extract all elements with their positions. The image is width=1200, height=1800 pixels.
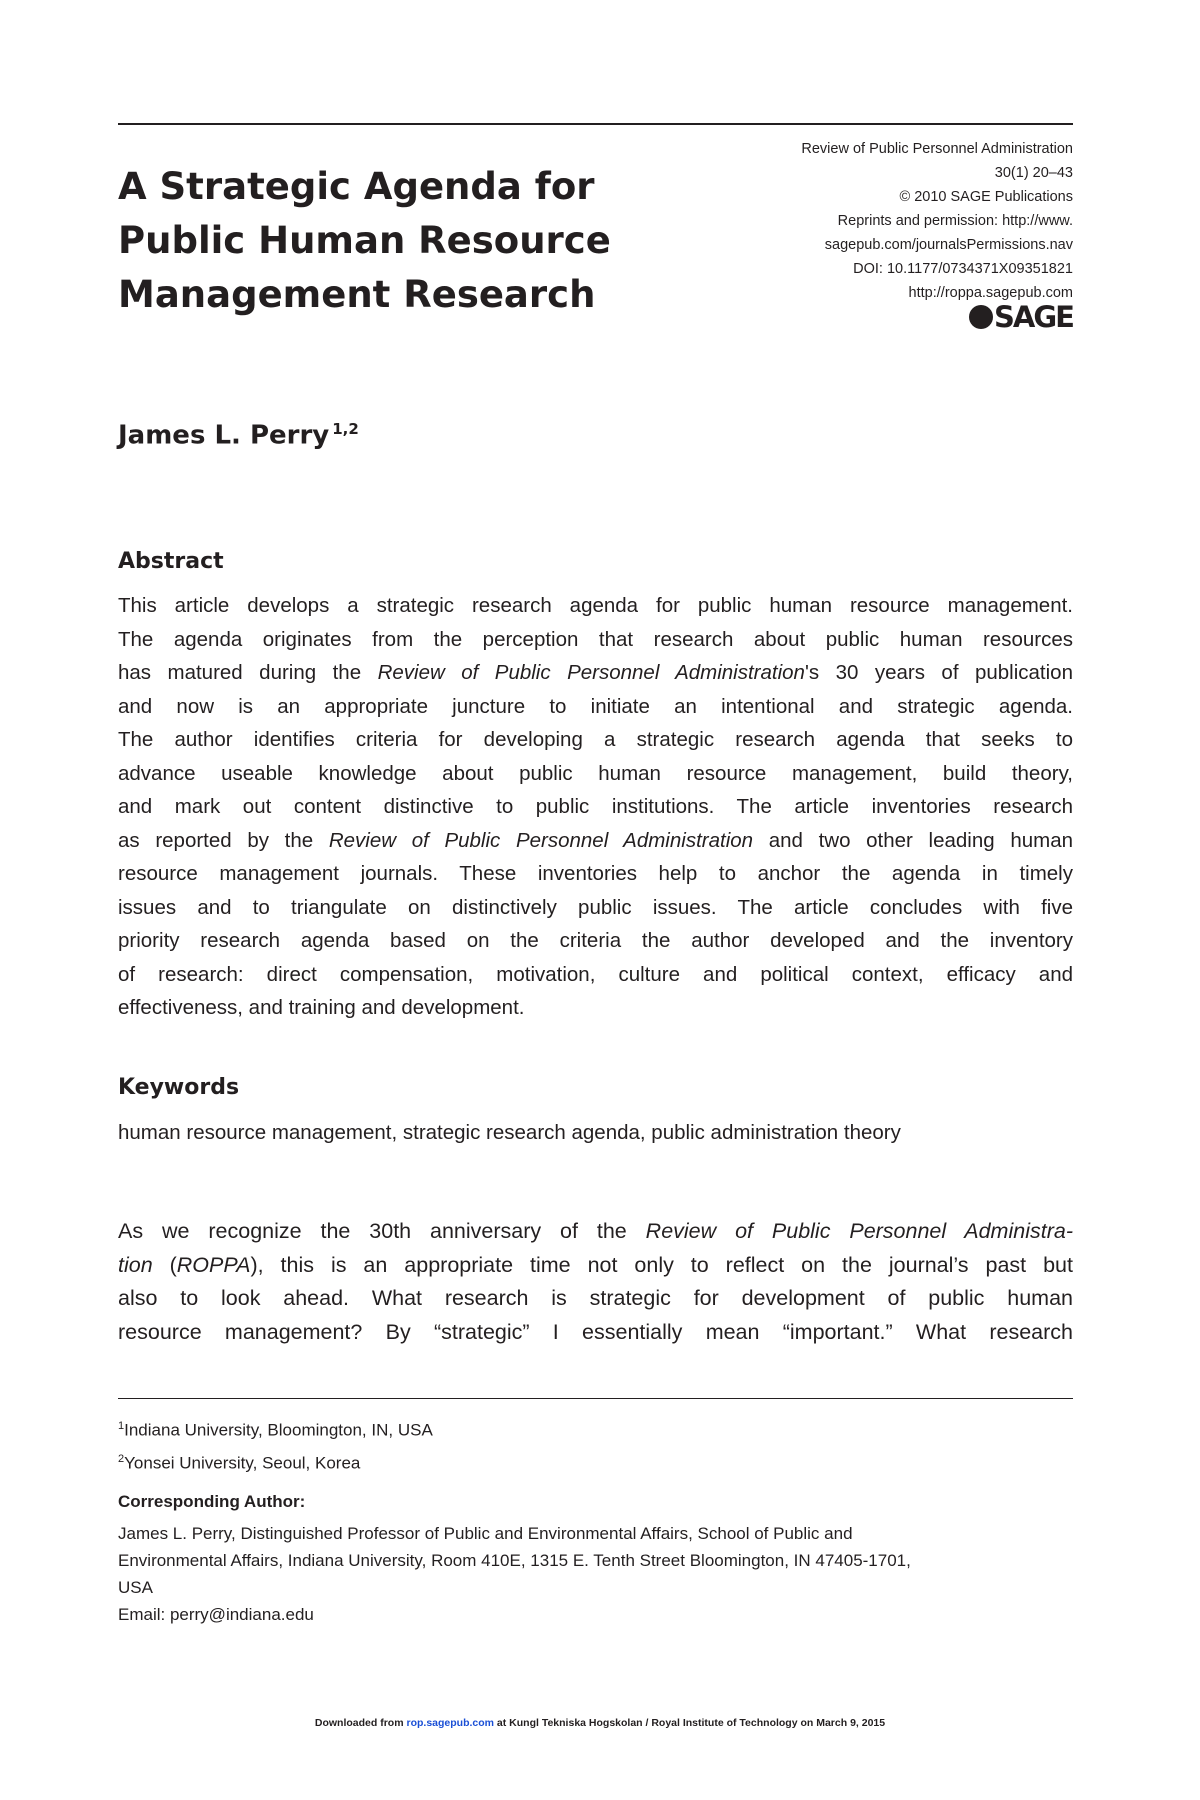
body-span: (: [152, 1252, 177, 1277]
affiliation-2: [118, 1445, 433, 1478]
abstract-line: effectiveness, and training and development.: [118, 996, 525, 1019]
copyright: © 2010 SAGE Publications: [899, 189, 1073, 205]
affiliations: [118, 1412, 433, 1477]
body-span: ), this is an appropriate time not only to reflect on the journal’s past but: [250, 1252, 1073, 1277]
abstract-body: [118, 589, 1073, 1025]
sage-logo-text: SAGE: [994, 300, 1073, 334]
author-name-text: James L. Perry: [118, 420, 330, 451]
abstract-line: advance useable knowledge about public human resource management, build theory,: [118, 761, 1073, 785]
download-link[interactable]: rop.sagepub.com: [406, 1717, 494, 1729]
affiliation-mark: 2: [118, 1452, 125, 1465]
body-text: [118, 1215, 1073, 1349]
keywords-heading: Keywords: [118, 1075, 240, 1100]
abstract-line: [118, 824, 1073, 858]
download-prefix: Downloaded from: [314, 1717, 407, 1729]
journal-url[interactable]: http://roppa.sagepub.com: [908, 285, 1073, 301]
abstract-text: as reported by the: [118, 828, 329, 852]
corresponding-line: USA: [118, 1578, 153, 1597]
abstract-text: has matured during the: [118, 661, 378, 684]
footnote-rule: [118, 1398, 1073, 1399]
journal-name: Review of Public Personnel Administration: [801, 141, 1073, 157]
abstract-line: priority research agenda based on the criteria the author developed and the inventory: [118, 929, 1073, 952]
title-line-1: A Strategic Agenda for: [118, 165, 595, 208]
title-line-2: Public Human Resource: [118, 219, 611, 262]
journal-title-italic: tion: [118, 1252, 153, 1277]
reprints-line-2[interactable]: sagepub.com/journalsPermissions.nav: [824, 237, 1073, 253]
journal-info: [653, 137, 1073, 305]
corresponding-line: Environmental Affairs, Indiana University, Room 410E, 1315 E. Tenth Street Bloomington, IN 47405-1701,: [118, 1551, 911, 1570]
body-line: resource management? By “strategic” I essentially mean “important.” What research: [118, 1319, 1073, 1344]
journal-title-italic: Review of Public Personnel Administration: [377, 661, 805, 684]
abstract-line: resource management journals. These inventories help to anchor the agenda in timely: [118, 862, 1073, 885]
author-affiliation-marks: 1,2: [332, 420, 359, 438]
body-line: also to look ahead. What research is strategic for development of public human: [118, 1286, 1073, 1310]
abstract-line: of research: direct compensation, motivation, culture and political context, efficacy and: [118, 962, 1073, 986]
corresponding-author-heading: Corresponding Author:: [118, 1492, 306, 1511]
journal-abbrev-italic: ROPPA: [176, 1252, 251, 1277]
body-line: [118, 1249, 1073, 1283]
article-title: [118, 160, 678, 322]
corresponding-author-details: [118, 1520, 1073, 1628]
corresponding-email[interactable]: Email: perry@indiana.edu: [118, 1605, 314, 1624]
sage-logo-icon: [969, 305, 993, 329]
body-line: [118, 1215, 1073, 1249]
affiliation-1: [118, 1412, 433, 1445]
abstract-line: The author identifies criteria for developing a strategic research agenda that seeks to: [118, 728, 1073, 751]
abstract-line: issues and to triangulate on distinctively public issues. The article concludes with five: [118, 895, 1073, 919]
reprints-line-1[interactable]: Reprints and permission: http://www.: [837, 213, 1073, 229]
sage-logo: [969, 300, 1073, 334]
doi[interactable]: DOI: 10.1177/0734371X09351821: [853, 261, 1073, 277]
journal-title-italic: Review of Public Personnel Administra-: [645, 1219, 1073, 1243]
affiliation-text: Yonsei University, Seoul, Korea: [124, 1453, 361, 1473]
abstract-heading: Abstract: [118, 549, 224, 574]
abstract-line: and mark out content distinctive to public institutions. The article inventories research: [118, 795, 1073, 818]
abstract-text: and two other leading human: [753, 828, 1074, 852]
top-rule: [118, 123, 1073, 125]
abstract-line: The agenda originates from the perception that research about public human resources: [118, 627, 1073, 651]
journal-volume: 30(1) 20–43: [994, 165, 1073, 181]
journal-title-italic: Review of Public Personnel Administration: [328, 828, 754, 852]
abstract-text: 's 30 years of publication: [804, 661, 1073, 684]
affiliation-text: Indiana University, Bloomington, IN, USA: [124, 1420, 433, 1440]
corresponding-line: James L. Perry, Distinguished Professor of Public and Environmental Affairs, School of Public and: [118, 1524, 853, 1543]
body-span: As we recognize the 30th anniversary of the: [118, 1219, 646, 1243]
download-suffix: at Kungl Tekniska Hogskolan / Royal Institute of Technology on March 9, 2015: [494, 1717, 886, 1729]
abstract-line: This article develops a strategic research agenda for public human resource management.: [118, 594, 1073, 617]
abstract-line: [118, 656, 1073, 690]
keywords-text: human resource management, strategic research agenda, public administration theory: [118, 1121, 901, 1144]
title-line-3: Management Research: [118, 273, 596, 316]
affiliation-mark: 1: [118, 1420, 125, 1432]
download-notice: [0, 1717, 1200, 1729]
abstract-line: and now is an appropriate juncture to initiate an intentional and strategic agenda.: [118, 694, 1073, 718]
author-name: [118, 420, 359, 451]
